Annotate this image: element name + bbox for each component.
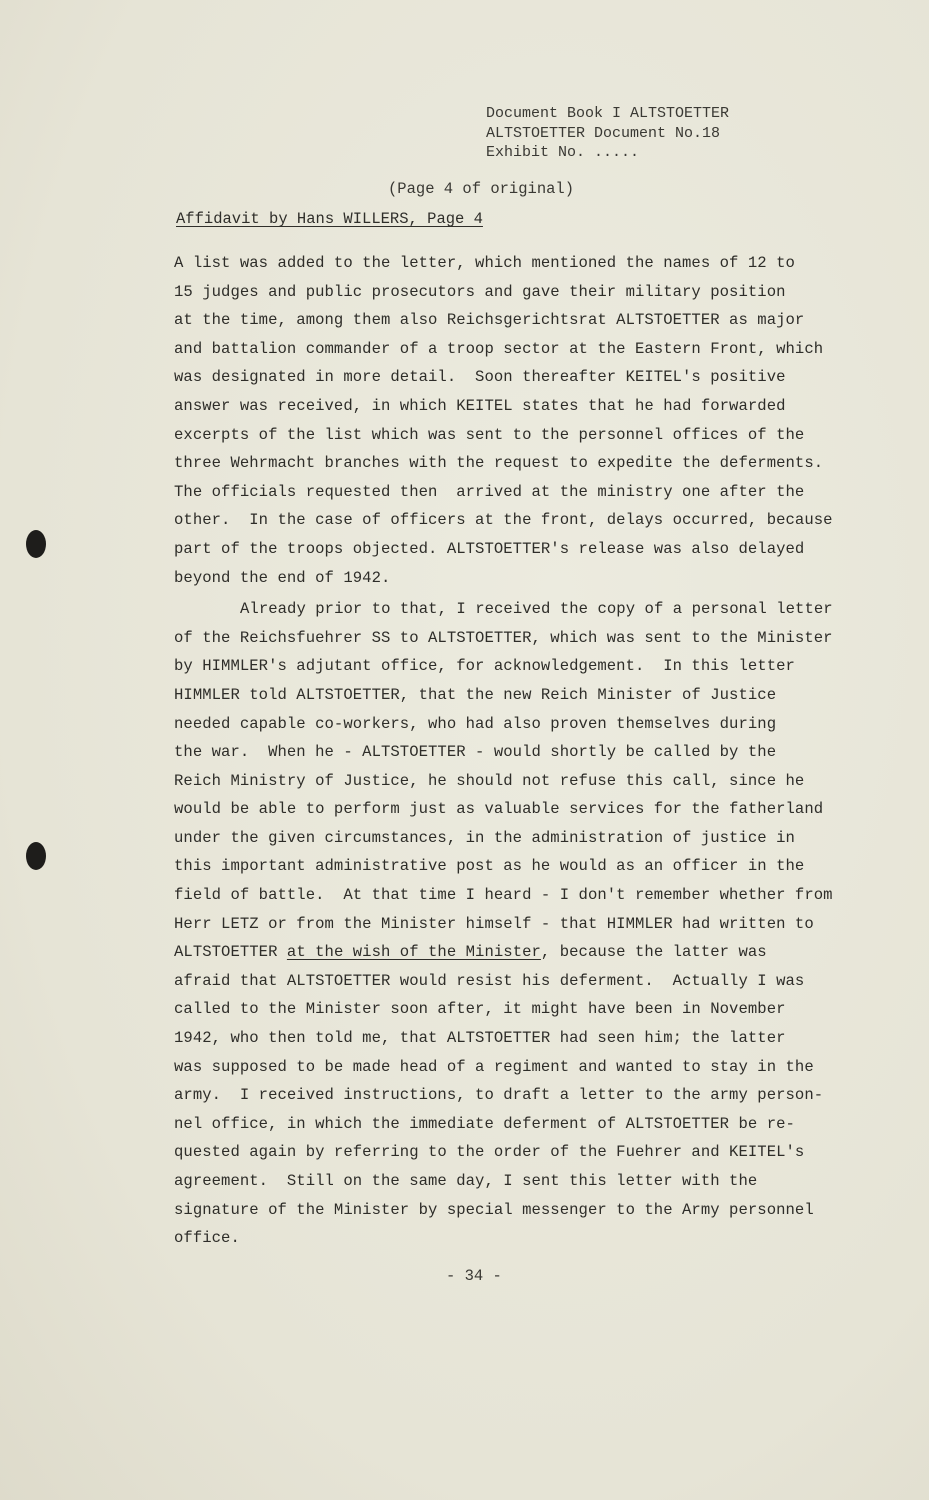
text-line: office. <box>174 1229 240 1248</box>
text-line: was designated in more detail. Soon thereafter KEITEL's positive <box>174 368 786 387</box>
text-line: the war. When he - ALTSTOETTER - would shortly be called by the <box>174 743 777 762</box>
document-title: Affidavit by Hans WILLERS, Page 4 <box>176 210 483 228</box>
paragraph-1 <box>174 249 833 592</box>
text-line: 15 judges and public prosecutors and gave their military position <box>174 282 786 301</box>
underlined-phrase: at the wish of the Minister <box>286 943 541 962</box>
text-line: Herr LETZ or from the Minister himself - that HIMMLER had written to <box>174 914 814 933</box>
text-line: would be able to perform just as valuable services for the fatherland <box>174 800 824 819</box>
page-number: - 34 - <box>446 1267 502 1285</box>
text-line: three Wehrmacht branches with the request to expedite the deferments. <box>174 454 824 473</box>
text-line: answer was received, in which KEITEL states that he had forwarded <box>174 396 786 415</box>
text-line: signature of the Minister by special messenger to the Army personnel <box>174 1200 814 1219</box>
text-line: at the time, among them also Reichsgerichtsrat ALTSTOETTER as major <box>174 311 805 330</box>
text-line: field of battle. At that time I heard - I don't remember whether from <box>174 886 833 905</box>
text-line: The officials requested then arrived at the ministry one after the <box>174 482 805 501</box>
text-line: Already prior to that, I received the copy of a personal letter <box>240 600 833 619</box>
text-line: afraid that ALTSTOETTER would resist his deferment. Actually I was <box>174 971 805 990</box>
text-line <box>174 938 833 967</box>
text-line: quested again by referring to the order of the Fuehrer and KEITEL's <box>174 1143 805 1162</box>
text-line: Reich Ministry of Justice, he should not refuse this call, since he <box>174 771 805 790</box>
text-line: was supposed to be made head of a regiment and wanted to stay in the <box>174 1057 814 1076</box>
header-line: Document Book I ALTSTOETTER <box>486 105 730 122</box>
document-body <box>174 249 833 1253</box>
text-line: nel office, in which the immediate deferment of ALTSTOETTER be re- <box>174 1114 795 1133</box>
page-of-original: (Page 4 of original) <box>388 180 575 198</box>
header-line: Exhibit No. ..... <box>486 144 640 161</box>
text-segment: , because the latter was <box>540 943 767 962</box>
text-line: army. I received instructions, to draft a letter to the army person- <box>174 1086 824 1105</box>
punch-hole <box>26 530 46 558</box>
text-line: called to the Minister soon after, it might have been in November <box>174 1000 786 1019</box>
text-line: by HIMMLER's adjutant office, for acknowledgement. In this letter <box>174 657 795 676</box>
text-line: other. In the case of officers at the front, delays occurred, because <box>174 511 833 530</box>
text-line: needed capable co-workers, who had also proven themselves during <box>174 714 777 733</box>
text-line: agreement. Still on the same day, I sent this letter with the <box>174 1172 758 1190</box>
text-line: A list was added to the letter, which mentioned the names of 12 to <box>174 254 795 272</box>
text-line: excerpts of the list which was sent to the personnel offices of the <box>174 425 805 444</box>
text-line: of the Reichsfuehrer SS to ALTSTOETTER, which was sent to the Minister <box>174 628 833 647</box>
punch-hole <box>26 842 46 870</box>
text-line: 1942, who then told me, that ALTSTOETTER had seen him; the latter <box>174 1029 786 1048</box>
document-reference <box>486 104 729 163</box>
text-line: part of the troops objected. ALTSTOETTER's release was also delayed <box>174 539 805 558</box>
text-segment: ALTSTOETTER <box>174 943 287 962</box>
text-line: under the given circumstances, in the administration of justice in <box>174 828 795 847</box>
text-line: and battalion commander of a troop sector at the Eastern Front, which <box>174 339 824 358</box>
text-line: beyond the end of 1942. <box>174 568 391 587</box>
text-line: this important administrative post as he would as an officer in the <box>174 857 805 876</box>
paragraph-2 <box>174 595 833 1253</box>
header-line: ALTSTOETTER Document No.18 <box>486 124 721 142</box>
text-line: HIMMLER told ALTSTOETTER, that the new Reich Minister of Justice <box>174 685 777 704</box>
